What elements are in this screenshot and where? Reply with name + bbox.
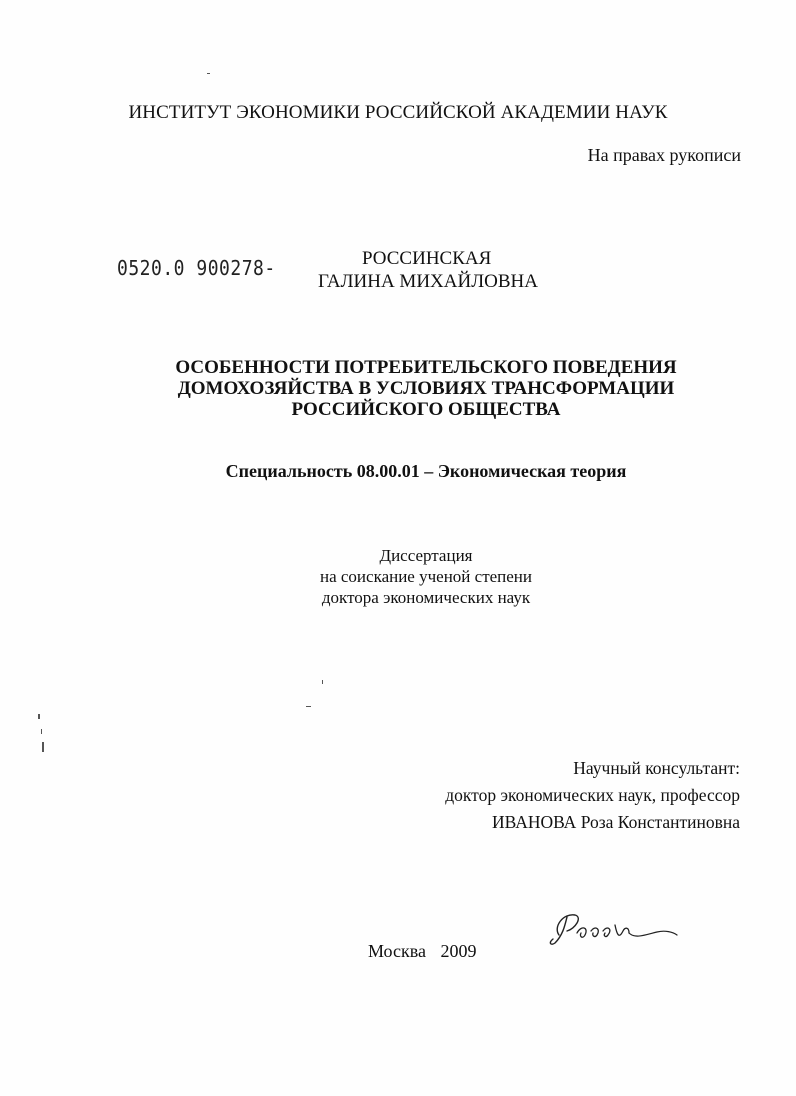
title-line: ОСОБЕННОСТИ ПОТРЕБИТЕЛЬСКОГО ПОВЕДЕНИЯ [175, 357, 677, 378]
consultant-line: ИВАНОВА Роза Константиновна [491, 812, 740, 832]
degree-line: на соискание ученой степени [319, 567, 533, 586]
degree-statement [0, 545, 796, 608]
handwritten-signature [545, 905, 680, 950]
consultant-line: Научный консультант: [573, 758, 740, 778]
rights-note: На правах рукописи [587, 145, 741, 165]
scan-artifact [41, 729, 42, 734]
degree-line: Диссертация [379, 546, 473, 565]
dissertation-title [0, 357, 796, 420]
consultant-line: доктор экономических наук, профессор [445, 785, 740, 805]
registration-number: 0520.0 900278- [117, 256, 276, 281]
specialty: Специальность 08.00.01 – Экономическая теория [225, 461, 627, 481]
scan-artifact [306, 706, 311, 707]
institute-name: ИНСТИТУТ ЭКОНОМИКИ РОССИЙСКОЙ АКАДЕМИИ НАУК [128, 102, 668, 123]
place-and-year: Москва 2009 [368, 941, 477, 961]
scan-artifact [42, 742, 44, 752]
scan-artifact [207, 73, 210, 74]
scan-artifact [322, 680, 323, 684]
author-given-names: ГАЛИНА МИХАЙЛОВНА [318, 271, 538, 292]
degree-line: доктора экономических наук [321, 588, 531, 607]
author-surname: РОССИНСКАЯ [362, 248, 492, 269]
title-line: РОССИЙСКОГО ОБЩЕСТВА [291, 399, 561, 420]
title-line: ДОМОХОЗЯЙСТВА В УСЛОВИЯХ ТРАНСФОРМАЦИИ [177, 378, 675, 399]
scan-artifact [38, 714, 40, 719]
scientific-consultant [445, 755, 740, 836]
